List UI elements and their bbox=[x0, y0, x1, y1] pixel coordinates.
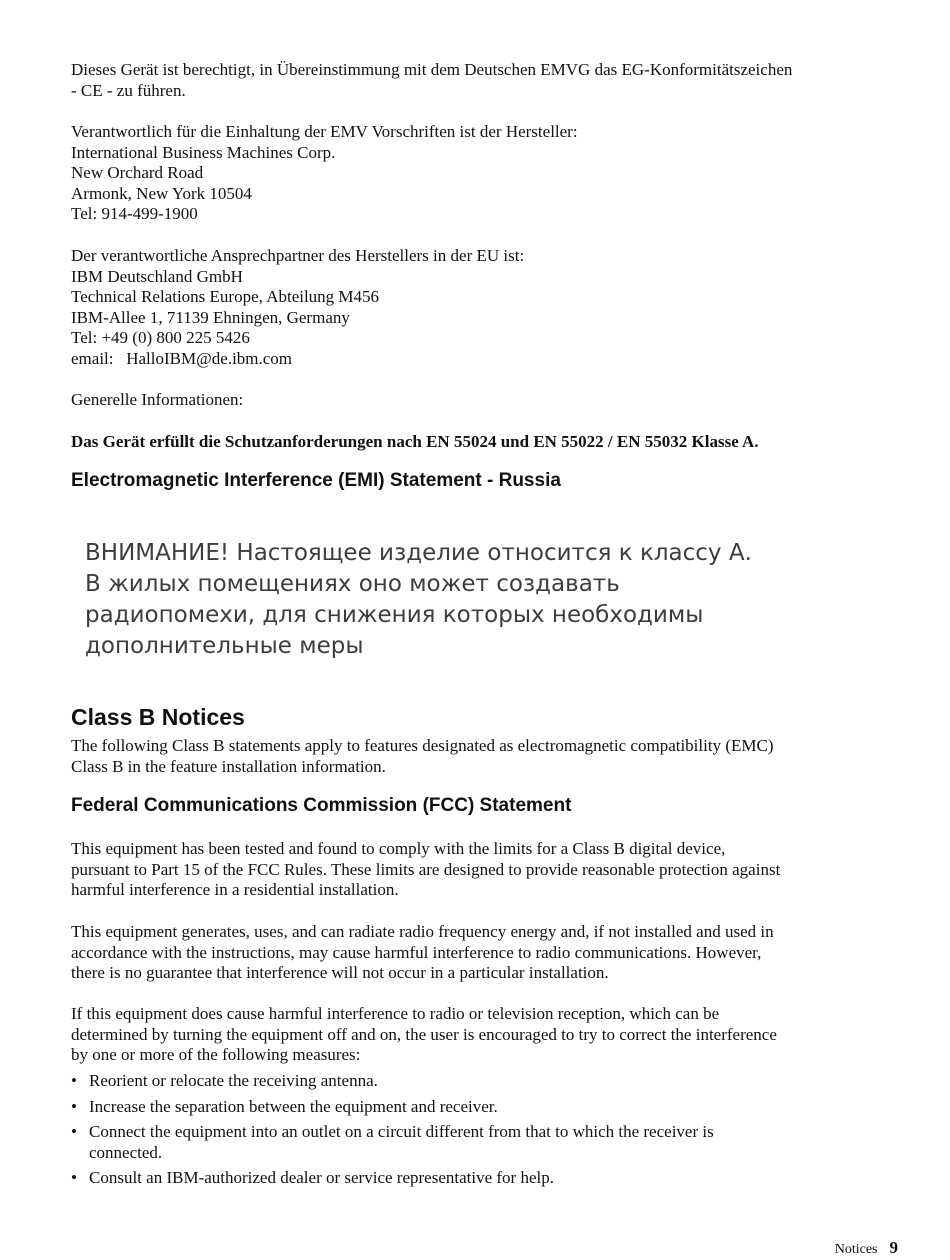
list-item-text: Consult an IBM-authorized dealer or service representative for help. bbox=[89, 1168, 554, 1188]
list-item bbox=[71, 1071, 891, 1092]
fcc-paragraph-1 bbox=[71, 839, 891, 901]
class-b-intro bbox=[71, 736, 891, 777]
email-line: email: HalloIBM@de.ibm.com bbox=[71, 348, 293, 368]
footer-section-label: Notices bbox=[834, 1242, 878, 1257]
text-line: Das Gerät erfüllt die Schutzanforderungen nach EN 55024 und EN 55022 / EN 55032 Klasse A. bbox=[71, 432, 759, 451]
text-line: дополнительные меры bbox=[85, 633, 364, 659]
fcc-paragraph-3 bbox=[71, 1004, 891, 1066]
text-line: New Orchard Road bbox=[71, 163, 204, 183]
emi-russia-heading: Electromagnetic Interference (EMI) Statement - Russia bbox=[71, 470, 561, 491]
text-line: - CE - zu führen. bbox=[71, 80, 186, 100]
text-line: ВНИМАНИЕ! Настоящее изделие относится к классу А. bbox=[85, 540, 752, 566]
fcc-paragraph-2 bbox=[71, 922, 891, 984]
fcc-heading: Federal Communications Commission (FCC) Statement bbox=[71, 795, 572, 816]
eu-contact-block bbox=[71, 246, 891, 370]
text-line: This equipment has been tested and found to comply with the limits for a Class B digital device, bbox=[71, 839, 726, 858]
bullet-icon: • bbox=[71, 1122, 77, 1142]
bullet-icon: • bbox=[71, 1168, 77, 1188]
text-line: harmful interference in a residential installation. bbox=[71, 880, 399, 900]
text-line: IBM Deutschland GmbH bbox=[71, 266, 243, 286]
russian-warning-block bbox=[85, 538, 905, 662]
emvg-paragraph bbox=[71, 60, 891, 101]
fcc-measures-list bbox=[71, 1071, 891, 1194]
text-line: determined by turning the equipment off and on, the user is encouraged to try to correct the interference bbox=[71, 1024, 777, 1044]
page-footer bbox=[835, 1238, 898, 1258]
text-line: Tel: +49 (0) 800 225 5426 bbox=[71, 328, 250, 348]
text-line: Armonk, New York 10504 bbox=[71, 183, 252, 203]
list-item bbox=[71, 1168, 891, 1189]
text-line: by one or more of the following measures: bbox=[71, 1045, 361, 1065]
list-item bbox=[71, 1122, 891, 1163]
compliance-statement bbox=[71, 432, 891, 453]
text-line: This equipment generates, uses, and can radiate radio frequency energy and, if not installed and used in bbox=[71, 922, 774, 941]
list-item-text: Connect the equipment into an outlet on a circuit different from that to which the receiver is bbox=[89, 1122, 714, 1142]
class-b-heading: Class B Notices bbox=[71, 704, 245, 730]
text-line: Dieses Gerät ist berechtigt, in Übereinstimmung mit dem Deutschen EMVG das EG-Konformitätszeichen bbox=[71, 60, 793, 79]
list-item bbox=[71, 1097, 891, 1118]
text-line: В жилых помещениях оно может создавать bbox=[85, 571, 620, 597]
text-line: International Business Machines Corp. bbox=[71, 142, 336, 162]
text-line: Technical Relations Europe, Abteilung M456 bbox=[71, 287, 380, 307]
text-line: The following Class B statements apply to features designated as electromagnetic compatibility (EMC) bbox=[71, 736, 774, 755]
list-item-text: Increase the separation between the equipment and receiver. bbox=[89, 1096, 498, 1116]
text-line: If this equipment does cause harmful interference to radio or television reception, which can be bbox=[71, 1004, 720, 1023]
text-line: pursuant to Part 15 of the FCC Rules. These limits are designed to provide reasonable protection against bbox=[71, 859, 781, 879]
text-line: Der verantwortliche Ansprechpartner des Herstellers in der EU ist: bbox=[71, 246, 525, 265]
bullet-icon: • bbox=[71, 1096, 77, 1116]
text-line: радиопомехи, для снижения которых необходимы bbox=[85, 602, 704, 628]
list-item-text: Reorient or relocate the receiving antenna. bbox=[89, 1071, 378, 1090]
text-line: Tel: 914-499-1900 bbox=[71, 204, 198, 224]
page-number: 9 bbox=[889, 1238, 898, 1257]
text-line: accordance with the instructions, may cause harmful interference to radio communications. However, bbox=[71, 942, 762, 962]
text-line: there is no guarantee that interference will not occur in a particular installation. bbox=[71, 963, 609, 983]
text-line: Verantwortlich für die Einhaltung der EMV Vorschriften ist der Hersteller: bbox=[71, 122, 578, 141]
text-line: IBM-Allee 1, 71139 Ehningen, Germany bbox=[71, 307, 350, 327]
bullet-icon: • bbox=[71, 1071, 77, 1090]
list-item-text: connected. bbox=[89, 1142, 163, 1162]
general-info-label bbox=[71, 390, 891, 411]
manufacturer-block bbox=[71, 122, 891, 225]
text-line: Class B in the feature installation information. bbox=[71, 756, 386, 776]
text-line: Generelle Informationen: bbox=[71, 390, 244, 409]
